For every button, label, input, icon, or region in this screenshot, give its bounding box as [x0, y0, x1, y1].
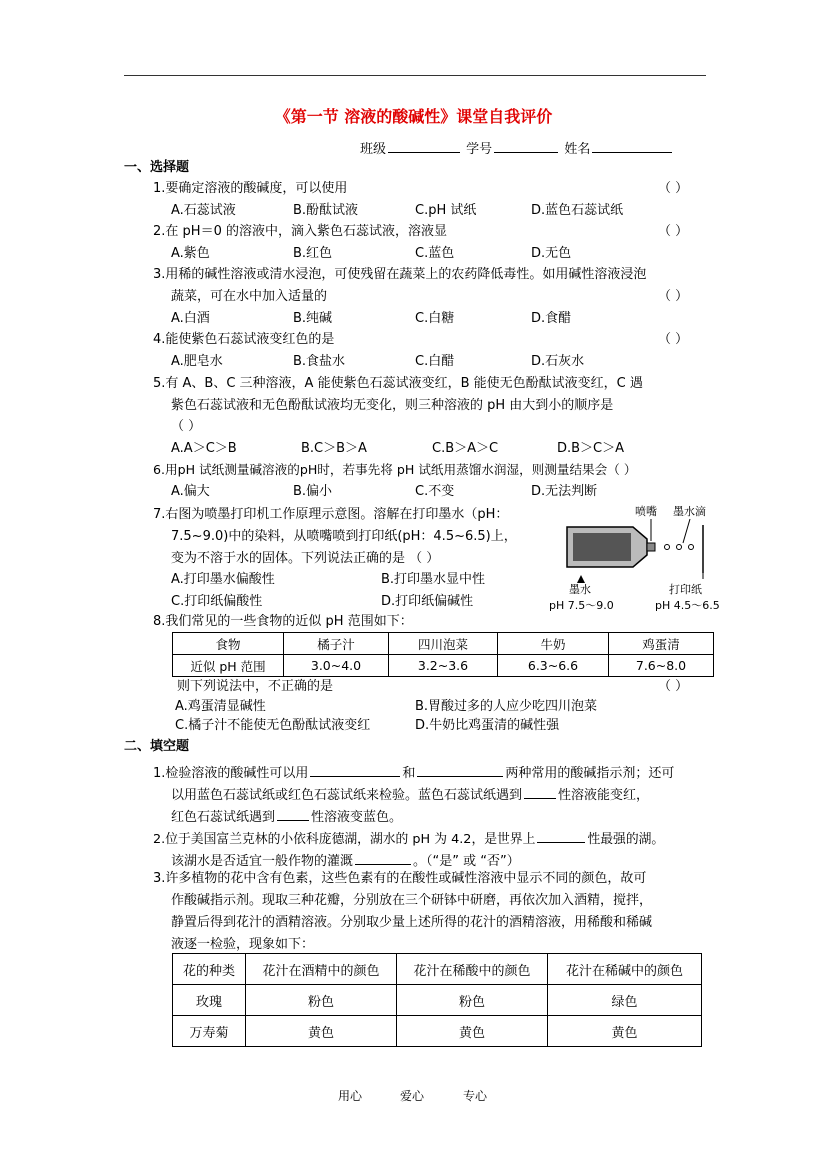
table-cell: 鸡蛋清: [609, 633, 714, 655]
f1-blank-4[interactable]: [277, 806, 309, 821]
table-cell: 牛奶: [498, 633, 609, 655]
q5-option-a: A.A＞C＞B: [171, 441, 237, 456]
q6-option-a: A.偏大: [171, 484, 210, 499]
q2-option-d: D.无色: [531, 246, 572, 261]
f2-line2: [171, 850, 520, 870]
nozzle-label: 喷嘴: [635, 505, 657, 518]
section-choice-heading: 一、选择题: [124, 160, 190, 175]
table-cell: 粉色: [246, 985, 397, 1016]
table-cell: 3.0~4.0: [284, 655, 389, 677]
q8-answer-paren[interactable]: （ ）: [658, 679, 689, 694]
class-label: 班级: [360, 142, 387, 157]
footer-text-2: 爱心: [400, 1089, 425, 1103]
q7-option-a: A.打印墨水偏酸性: [171, 572, 275, 587]
q4-option-b: B.食盐水: [293, 354, 346, 369]
q6-option-d: D.无法判断: [531, 484, 598, 499]
q5-option-c: C.B＞A＞C: [432, 441, 499, 456]
table-cell: 7.6~8.0: [609, 655, 714, 677]
header-rule: [124, 75, 706, 76]
table-cell: 3.2~3.6: [389, 655, 498, 677]
f3-line3: 静置后得到花汁的酒精溶液。分别取少量上述所得的花汁的酒精溶液，用稀酸和稀碱: [171, 915, 653, 930]
ink-fill-shape: [573, 533, 631, 561]
f2-blank-2[interactable]: [355, 850, 411, 865]
class-blank[interactable]: [388, 138, 460, 153]
paper-ph-label: pH 4.5～6.5: [655, 599, 720, 612]
q8-stem: 8.我们常见的一些食物的近似 pH 范围如下：: [153, 614, 413, 629]
q5-stem-line2: 紫色石蕊试液和无色酚酞试液均无变化，则三种溶液的 pH 由大到小的顺序是: [171, 398, 614, 413]
q4-option-a: A.肥皂水: [171, 354, 223, 369]
f1-line1: [153, 762, 674, 782]
table-cell: 6.3~6.6: [498, 655, 609, 677]
f1-text-f: 红色石蕊试纸遇到: [171, 810, 276, 825]
q8-option-c: C.橘子汁不能使无色酚酞试液变红: [175, 718, 371, 733]
table-cell: 万寿菊: [173, 1016, 246, 1047]
f1-line3: [171, 806, 402, 826]
table-cell: 黄色: [397, 1016, 548, 1047]
f1-blank-2[interactable]: [417, 762, 503, 777]
q7-option-d: D.打印纸偏碱性: [381, 594, 474, 609]
table-cell: 粉色: [397, 985, 548, 1016]
q8-question: 则下列说法中，不正确的是: [177, 679, 334, 694]
footer-text-3: 专心: [463, 1089, 488, 1103]
q7-stem-line2: 7.5~9.0)中的染料，从喷嘴喷到打印纸(pH：4.5~6.5)上，: [171, 529, 517, 544]
ink-drop-2: [677, 545, 682, 550]
f1-blank-1[interactable]: [310, 762, 400, 777]
section-fill-heading: 二、填空题: [124, 739, 190, 754]
page-title: 《第一节 溶液的酸碱性》课堂自我评价: [274, 107, 553, 126]
table-cell: 花汁在稀酸中的颜色: [397, 954, 548, 985]
f2-text-c: 该湖水是否适宜一般作物的灌溉: [171, 854, 354, 869]
number-blank[interactable]: [494, 138, 558, 153]
q6-option-c: C.不变: [415, 484, 455, 499]
table-cell: 橘子汁: [284, 633, 389, 655]
q3-stem-line2: 蔬菜，可在水中加入适量的: [171, 289, 328, 304]
f1-text-d: 以用蓝色石蕊试纸或红色石蕊试纸来检验。蓝色石蕊试纸遇到: [171, 788, 523, 803]
flower-color-table: [172, 953, 702, 1047]
f3-line4: 液逐一检验，现象如下：: [171, 937, 315, 952]
f1-text-c: 两种常用的酸碱指示剂；还可: [505, 766, 675, 781]
q5-option-d: D.B＞C＞A: [557, 441, 625, 456]
q3-option-b: B.纯碱: [293, 311, 333, 326]
nozzle-shape: [647, 543, 655, 551]
ink-pointer-arrow: [577, 575, 585, 583]
table-row: [173, 633, 714, 655]
q8-option-b: B.胃酸过多的人应少吃四川泡菜: [415, 699, 598, 714]
f1-text-a: 1.检验溶液的酸碱性可以用: [153, 766, 309, 781]
f2-text-a: 2.位于美国富兰克林的小依科庞德湖，湖水的 pH 为 4.2，是世界上: [153, 832, 536, 847]
f1-text-e: 性溶液能变红，: [558, 788, 650, 803]
f3-line2: 作酸碱指示剂。现取三种花瓣，分别放在三个研钵中研磨，再依次加入酒精，搅拌，: [171, 893, 653, 908]
q4-answer-paren[interactable]: （ ）: [658, 332, 689, 347]
q2-stem: 2.在 pH＝0 的溶液中，滴入紫色石蕊试液，溶液显: [153, 224, 447, 239]
q1-option-a: A.石蕊试液: [171, 203, 236, 218]
q1-stem: 1.要确定溶液的酸碱度，可以使用: [153, 181, 348, 196]
q7-option-b: B.打印墨水显中性: [381, 572, 486, 587]
q2-option-b: B.红色: [293, 246, 333, 261]
f1-line2: [171, 784, 649, 804]
table-row: [173, 1016, 702, 1047]
name-label: 姓名: [564, 142, 591, 157]
ink-drop-3: [689, 545, 694, 550]
ink-label: 墨水: [569, 583, 591, 596]
f1-text-g: 性溶液变蓝色。: [311, 810, 403, 825]
q6-stem: 6.用pH 试纸测量碱溶液的pH时，若事先将 pH 试纸用蒸馏水润湿，则测量结果会（ ）: [153, 462, 637, 477]
footer-text-1: 用心: [338, 1089, 363, 1103]
inkjet-printer-diagram: [549, 505, 725, 615]
q4-stem: 4.能使紫色石蕊试液变红色的是: [153, 332, 335, 347]
f3-line1: 3.许多植物的花中含有色素，这些色素有的在酸性或碱性溶液中显示不同的颜色，故可: [153, 871, 647, 886]
ink-ph-label: pH 7.5～9.0: [549, 599, 614, 612]
ink-drop-label: 墨水滴: [673, 505, 706, 518]
table-cell: 近似 pH 范围: [173, 655, 284, 677]
q4-option-c: C.白醋: [415, 354, 455, 369]
table-cell: 黄色: [246, 1016, 397, 1047]
q5-stem-line1: 5.有 A、B、C 三种溶液，A 能使紫色石蕊试液变红，B 能使无色酚酞试液变红，C 遇: [153, 376, 643, 391]
q1-option-b: B.酚酞试液: [293, 203, 359, 218]
table-row: [173, 655, 714, 677]
drop-pointer: [683, 519, 690, 543]
student-info: [360, 138, 674, 158]
q3-answer-paren[interactable]: （ ）: [658, 289, 689, 304]
f2-text-d: 。（“是” 或 “否”）: [413, 854, 520, 869]
f1-text-b: 和: [402, 766, 416, 781]
table-cell: 黄色: [548, 1016, 702, 1047]
f2-text-b: 性最强的湖。: [587, 832, 665, 847]
q6-option-b: B.偏小: [293, 484, 333, 499]
table-cell: 花汁在酒精中的颜色: [246, 954, 397, 985]
q8-option-d: D.牛奶比鸡蛋清的碱性强: [415, 718, 560, 733]
table-cell: 食物: [173, 633, 284, 655]
q7-stem-line1: 7.右图为喷墨打印机工作原理示意图。溶解在打印墨水（pH：: [153, 507, 509, 522]
q2-option-c: C.蓝色: [415, 246, 455, 261]
q7-option-c: C.打印纸偏酸性: [171, 594, 263, 609]
q4-option-d: D.石灰水: [531, 354, 585, 369]
q5-option-b: B.C＞B＞A: [301, 441, 367, 456]
q1-option-c: C.pH 试纸: [415, 203, 477, 218]
q5-answer-paren[interactable]: （ ）: [171, 419, 202, 434]
ink-drop-1: [665, 545, 670, 550]
table-row: [173, 954, 702, 985]
q7-stem-line3[interactable]: 变为不溶于水的固体。下列说法正确的是 （ ）: [171, 551, 440, 566]
q2-option-a: A.紫色: [171, 246, 210, 261]
f1-blank-3[interactable]: [524, 784, 556, 799]
q1-option-d: D.蓝色石蕊试纸: [531, 203, 624, 218]
name-blank[interactable]: [592, 138, 672, 153]
table-cell: 四川泡菜: [389, 633, 498, 655]
paper-label: 打印纸: [669, 583, 702, 596]
q1-answer-paren[interactable]: （ ）: [658, 181, 689, 196]
food-ph-table: [172, 632, 714, 677]
table-cell: 绿色: [548, 985, 702, 1016]
table-cell: 玫瑰: [173, 985, 246, 1016]
q3-stem-line1: 3.用稀的碱性溶液或清水浸泡，可使残留在蔬菜上的农药降低毒性。如用碱性溶液浸泡: [153, 267, 647, 282]
table-cell: 花的种类: [173, 954, 246, 985]
q2-answer-paren[interactable]: （ ）: [658, 224, 689, 239]
f2-line1: [153, 828, 664, 848]
table-cell: 花汁在稀碱中的颜色: [548, 954, 702, 985]
q8-option-a: A.鸡蛋清显碱性: [175, 699, 266, 714]
q3-option-a: A.白酒: [171, 311, 210, 326]
f2-blank-1[interactable]: [537, 828, 585, 843]
q3-option-c: C.白糖: [415, 311, 455, 326]
q3-option-d: D.食醋: [531, 311, 572, 326]
table-row: [173, 985, 702, 1016]
number-label: 学号: [466, 142, 493, 157]
